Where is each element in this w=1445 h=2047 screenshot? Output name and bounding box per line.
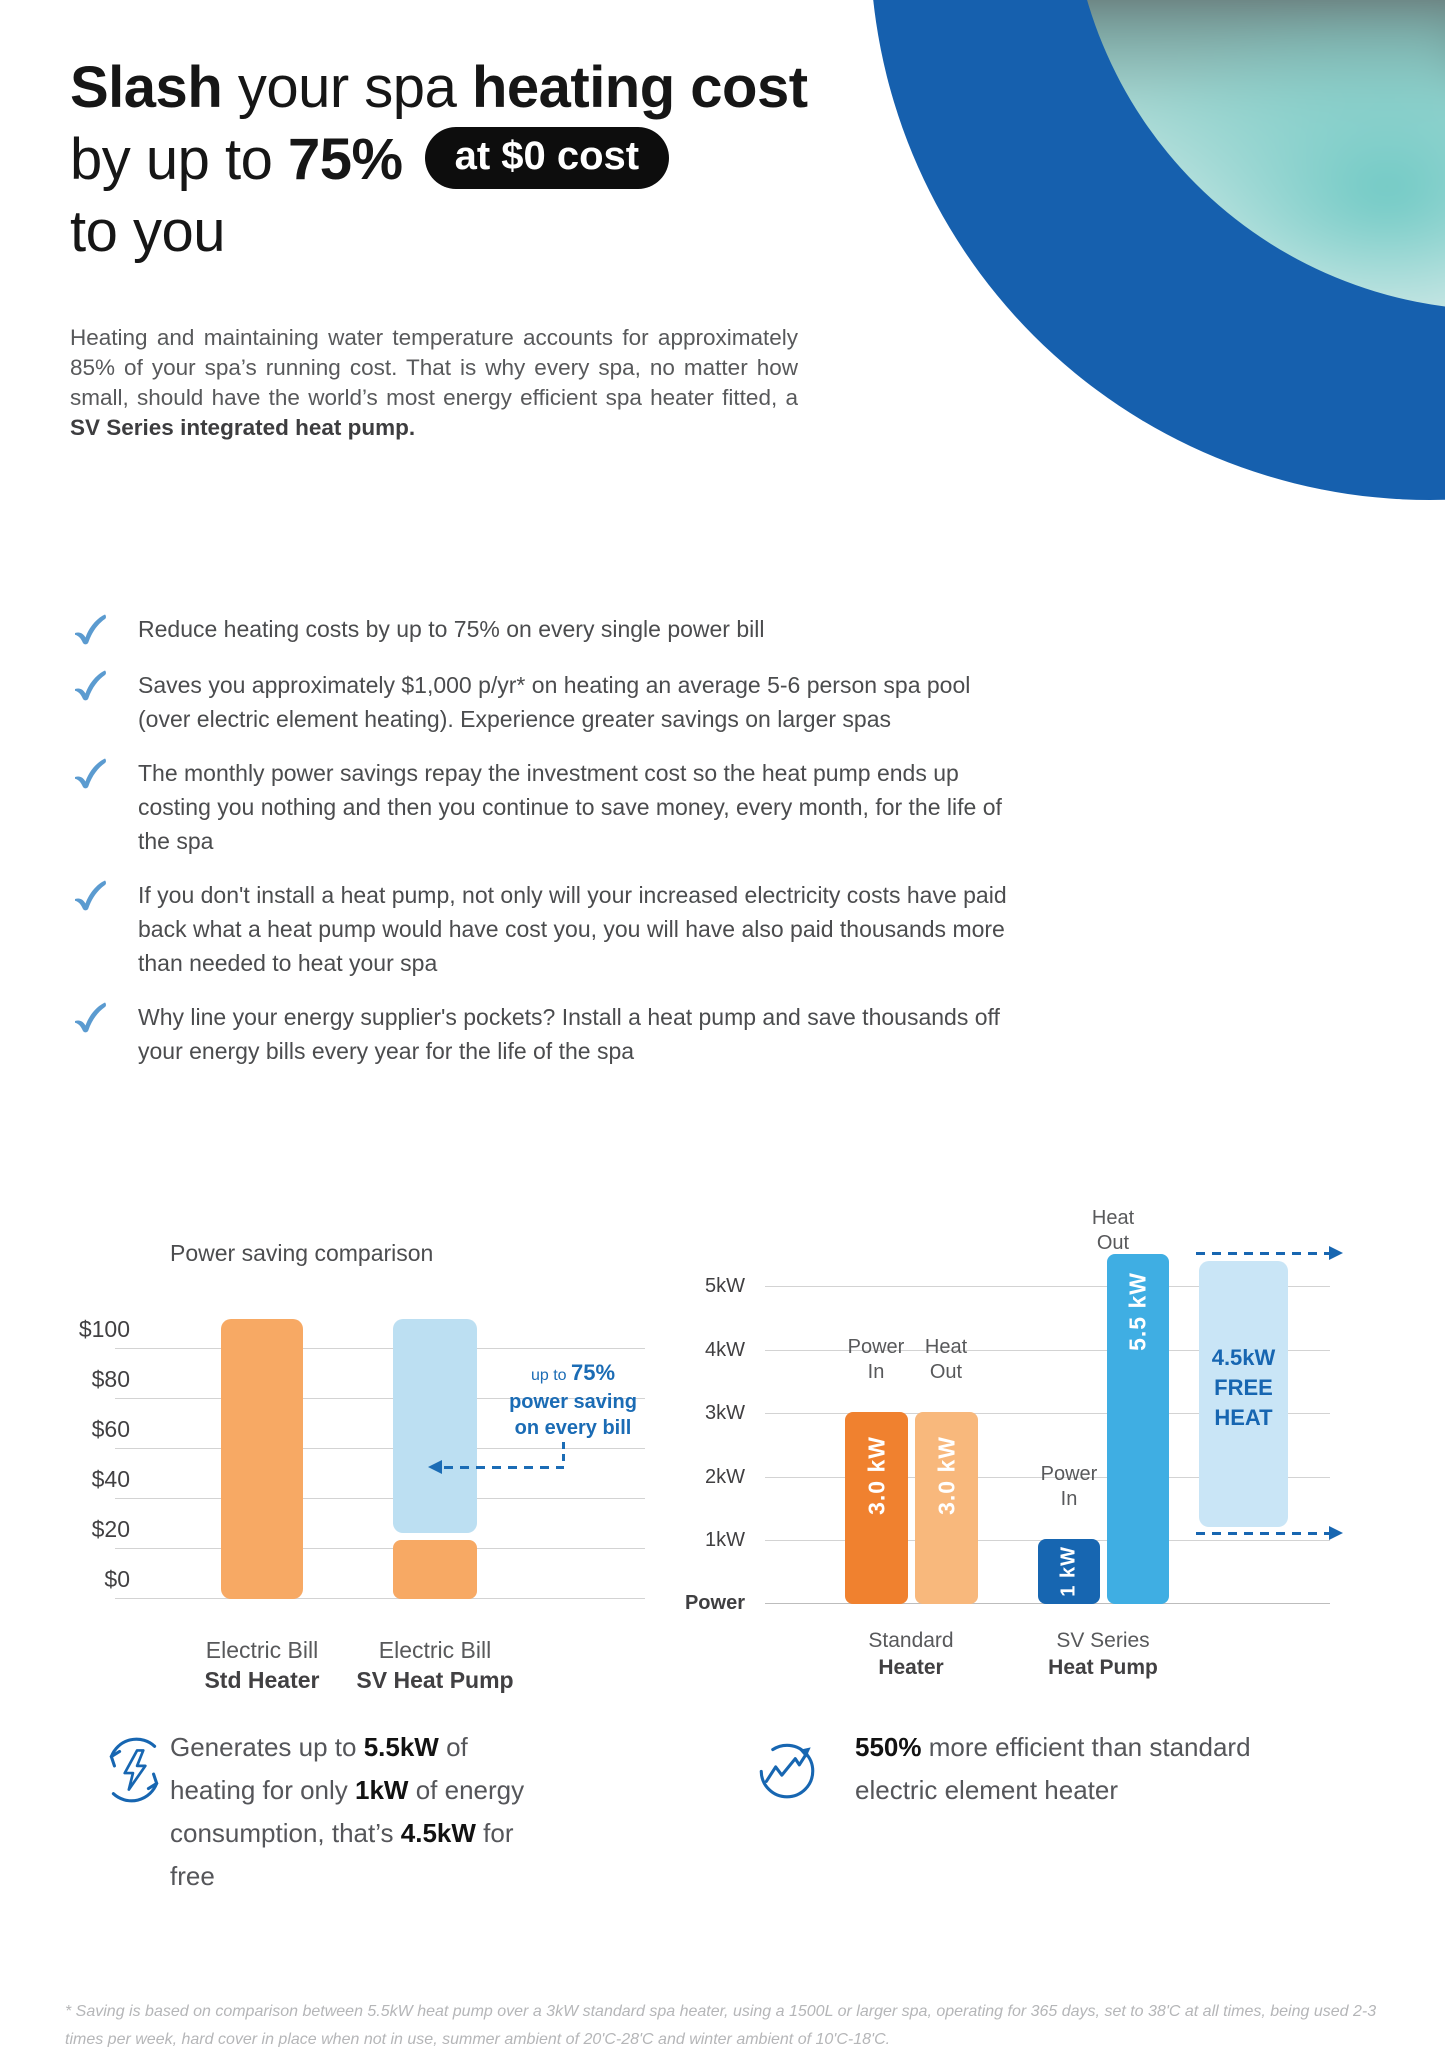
benefit-text-free-heat [170,1726,528,1898]
title-segment: heating cost [471,55,808,120]
free-heat-line: FREE [1214,1375,1273,1400]
y-tick-label: 2kW [705,1466,745,1488]
check-icon [72,668,108,704]
benefit-segment: more efficient than standard electric element heater [855,1732,1251,1805]
annotation-connector [444,1466,564,1469]
checklist-item [72,668,1032,736]
label-line: Out [929,1361,963,1383]
x-axis-label: Power [684,1592,745,1614]
heat-output-chart [640,1190,1415,1700]
dashed-arrow [1196,1252,1329,1255]
category-line: Standard [868,1629,954,1652]
bar-label-heat-out [1073,1206,1153,1256]
zero-cost-badge: at $0 cost [425,127,670,189]
category-label-standard-heater [801,1627,1021,1681]
check-icon [72,878,108,914]
category-line-bold: SV Heat Pump [356,1667,514,1693]
spa-photo-blur [1070,0,1445,310]
bar-value-text: 5.5 kW [1124,1272,1151,1351]
category-line-bold: Heat Pump [1048,1656,1158,1679]
y-tick-label: 3kW [705,1402,745,1424]
category-label-sv-series [993,1627,1213,1681]
title-segment: Slash [70,55,223,120]
intro-bold-text: SV Series integrated heat pump. [70,414,416,440]
checklist-item [72,878,1032,980]
annotation-line: power saving [509,1391,637,1413]
gridline [115,1598,645,1599]
benefit-segment-bold: 4.5kW [400,1818,476,1848]
benefit-checklist [72,612,1032,1088]
label-line: Heat [1091,1207,1135,1229]
label-line: Out [1096,1232,1130,1254]
label-line: Heat [924,1336,968,1358]
bar-heat-pump-saving [393,1319,477,1533]
free-heat-bar [1199,1261,1288,1527]
label-line: Power [1040,1463,1098,1485]
checklist-item [72,1000,1032,1068]
y-tick-label: $20 [91,1516,130,1542]
efficiency-trend-icon [753,1736,821,1804]
bar-value-text: 1 kW [1057,1546,1080,1597]
bar-value-text: 3.0 kW [933,1436,959,1515]
y-tick-label: 5kW [705,1275,745,1297]
annotation-line: on every bill [514,1417,632,1439]
title-segment: 75% [287,127,403,192]
gridline [115,1348,645,1349]
check-icon [72,612,108,648]
benefit-text-efficiency [855,1726,1275,1812]
intro-paragraph [70,323,798,443]
spa-photo [1070,0,1445,310]
arrow-left-icon [428,1460,442,1474]
category-line: SV Series [1056,1629,1150,1652]
title-segment: your spa [222,55,472,120]
footnote: * Saving is based on comparison between 5.5kW heat pump over a 3kW standard spa heater, using a 1500L or larger spa, operating for 365 days, set to 38'C at all times, being used 2-3 times per week, hard cover in place when not in use, summer ambient of 20'C-28'C and winter ambient of 10'C-18'C. [65,2003,1377,2047]
title-line-3: to you [70,199,225,264]
checklist-item-text: Saves you approximately $1,000 p/yr* on heating an average 5-6 person spa pool (over electric element heating). Experience greater savings on larger spas [138,672,971,732]
checklist-item [72,756,1032,858]
bar-label-heat-out [906,1335,986,1385]
title-line-1 [70,55,808,120]
bar-label-power-in [836,1335,916,1385]
benefit-segment: of heating for only [170,1732,468,1805]
intro-text: Heating and maintaining water temperature accounts for approximately 85% of your spa’s running cost. That is why every spa, no matter how small, should have the world’s most energy efficient spa heater fitted, a [70,324,798,410]
bar-sv-power-in [1038,1539,1100,1604]
check-icon [72,1000,108,1036]
check-icon [72,756,108,792]
page-title [70,52,808,268]
benefit-segment: Generates up to [170,1732,364,1762]
arrow-right-icon [1329,1526,1343,1540]
benefit-segment: of energy consumption, that’s [170,1775,525,1848]
annotation-connector [562,1442,565,1466]
bar-std-heater-bill [221,1319,303,1599]
category-line: Electric Bill [378,1637,492,1663]
gridline [115,1448,645,1449]
y-tick-label: 4kW [705,1339,745,1361]
checklist-item-text: Why line your energy supplier's pockets? Install a heat pump and save thousands off your energy bills every year for the life of the spa [138,1004,1000,1064]
dashed-arrow [1196,1532,1329,1535]
category-label-sv-heat-pump [325,1635,545,1695]
chart-title: Power saving comparison [170,1240,434,1266]
y-tick-label: $40 [91,1466,130,1492]
bar-standard-heat-out [915,1412,978,1604]
checklist-item-text: If you don't install a heat pump, not only will your increased electricity costs have paid back what a heat pump would have cost you, you will have also paid thousands more than needed to heat your spa [138,882,1007,976]
bar-label-power-in [1029,1462,1109,1512]
y-tick-label: $100 [78,1316,130,1342]
category-line-bold: Std Heater [204,1667,320,1693]
y-tick-label: $0 [104,1566,130,1592]
checklist-item-text: Reduce heating costs by up to 75% on every single power bill [138,616,765,642]
benefit-segment: for free [170,1818,514,1891]
gridline [115,1548,645,1549]
arrow-right-icon [1329,1246,1343,1260]
bar-heat-pump-bill [393,1540,477,1599]
gridline [115,1498,645,1499]
benefit-segment-bold: 550% [855,1732,922,1762]
benefit-segment-bold: 5.5kW [363,1732,439,1762]
y-tick-label: 1kW [705,1529,745,1551]
checklist-item [72,612,1032,648]
category-line-bold: Heater [878,1656,944,1679]
free-heat-line: HEAT [1214,1405,1273,1430]
benefit-segment-bold: 1kW [355,1775,409,1805]
y-tick-label: $80 [91,1366,130,1392]
annotation-prefix: up to [530,1367,567,1384]
bar-standard-power-in [845,1412,908,1604]
checklist-item-text: The monthly power savings repay the investment cost so the heat pump ends up costing you nothing and then you continue to save money, every month, for the life of the spa [138,760,1002,854]
energy-recycle-icon [100,1736,168,1804]
bar-value-text: 3.0 kW [863,1436,889,1515]
category-line: Electric Bill [205,1637,319,1663]
label-line: Power [847,1336,905,1358]
title-line-2 [70,127,669,192]
label-line: In [1060,1488,1078,1510]
power-saving-comparison-chart [70,1240,660,1710]
free-heat-line: 4.5kW [1211,1345,1276,1370]
annotation-value: 75% [571,1360,616,1385]
bar-sv-heat-out [1107,1254,1169,1604]
label-line: In [867,1361,885,1383]
title-segment: by up to [70,127,288,192]
y-tick-label: $60 [91,1416,130,1442]
